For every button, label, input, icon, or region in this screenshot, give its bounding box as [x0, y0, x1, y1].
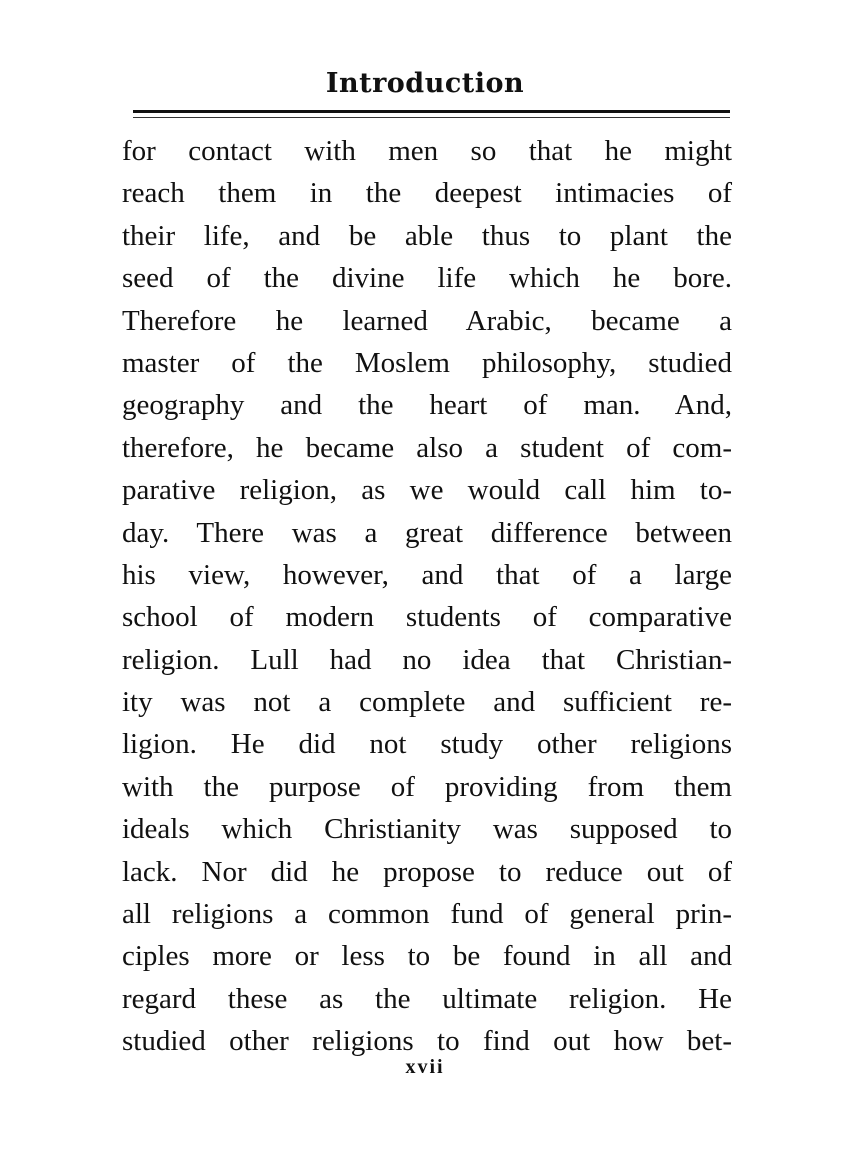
text-line: geography and the heart of man. And, [122, 389, 732, 422]
text-line: religion. Lull had no idea that Christian- [122, 643, 732, 676]
text-line: lack. Nor did he propose to reduce out of [122, 855, 732, 888]
text-line: their life, and be able thus to plant the [122, 219, 732, 252]
text-line: regard these as the ultimate religion. He [122, 982, 732, 1015]
header-rule-thin [133, 117, 730, 118]
running-head: Introduction [325, 68, 525, 99]
text-line: all religions a common fund of general prin- [122, 898, 732, 931]
text-line: day. There was a great difference between [122, 516, 732, 549]
text-line: studied other religions to find out how bet- [122, 1025, 732, 1058]
text-line: reach them in the deepest intimacies of [122, 177, 732, 210]
text-line: ligion. He did not study other religions [122, 728, 732, 761]
text-line: parative religion, as we would call him to- [122, 474, 732, 507]
text-line: Therefore he learned Arabic, became a [122, 304, 732, 337]
page-number: xvii [405, 1056, 445, 1078]
text-line: with the purpose of providing from them [122, 770, 732, 803]
body-text [122, 130, 732, 1063]
text-line: seed of the divine life which he bore. [122, 262, 732, 295]
header-rule [133, 110, 730, 113]
text-line: ity was not a complete and sufficient re- [122, 686, 732, 719]
text-line: master of the Moslem philosophy, studied [122, 346, 732, 379]
text-line: ciples more or less to be found in all and [122, 940, 732, 973]
text-line: school of modern students of comparative [122, 601, 732, 634]
text-line: therefore, he became also a student of com- [122, 431, 732, 464]
text-line: for contact with men so that he might [122, 135, 732, 167]
text-line: his view, however, and that of a large [122, 558, 732, 591]
text-line: ideals which Christianity was supposed to [122, 813, 732, 846]
